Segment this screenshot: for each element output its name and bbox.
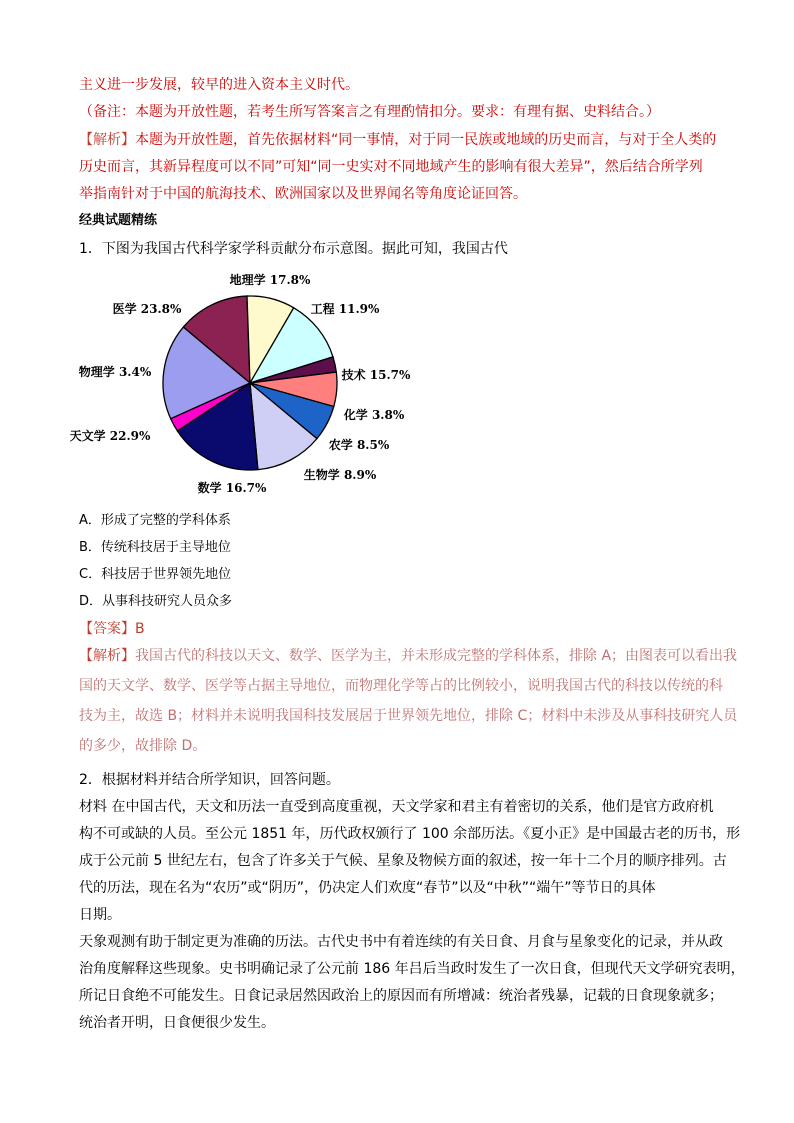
prev-analysis-line-3: 举指南针对于中国的航海技术、欧洲国家以及世界闻名等角度论证回答。 xyxy=(79,186,527,202)
analysis-text: 我国古代的科技以天文、数学、医学为主，并未形成完整的学科体系，排除 A；由图表可以看出我 xyxy=(135,648,738,664)
section-title: 经典试题精练 xyxy=(79,213,158,228)
q2-material2-line-2: 治角度解释这些现象。史书明确记录了公元前 186 年吕后当政时发生了一次日食，但现代天文学研究表明， xyxy=(79,961,745,977)
q2-material-line-1: 材料 在中国古代，天文和历法一直受到高度重视，天文学家和君主有着密切的关系，他们是官方政府机 xyxy=(79,799,714,815)
prev-answer-note: （备注：本题为开放性题，若考生所写答案言之有理酌情扣分。要求：有理有据、史料结合。） xyxy=(79,104,660,120)
q1-analysis-line-4: 的多少，故排除 D。 xyxy=(79,738,207,754)
pie-slice-label: 技术 15.7% xyxy=(341,368,411,382)
q1-answer xyxy=(79,619,145,639)
pie-slice-label: 天文学 22.9% xyxy=(70,429,151,443)
q1-stem: 1．下图为我国古代科学家学科贡献分布示意图。据此可知，我国古代 xyxy=(79,241,508,257)
q1-option-b: B．传统科技居于主导地位 xyxy=(79,540,231,555)
q1-option-c: C．科技居于世界领先地位 xyxy=(79,567,232,582)
answer-value: B xyxy=(135,621,145,637)
q1-analysis-line-3: 技为主，故选 B；材料并未说明我国科技发展居于世界领先地位，排除 C；材料中未涉及从事科技研究人员 xyxy=(79,708,738,724)
analysis-tag: 【解析】 xyxy=(79,648,135,664)
prev-answer-line: 主义进一步发展，较早的进入资本主义时代。 xyxy=(79,77,359,93)
analysis-tag: 【解析】 xyxy=(79,132,135,148)
pie-slice-label: 数学 16.7% xyxy=(197,481,267,495)
pie-slice-label: 生物学 8.9% xyxy=(303,468,377,482)
pie-slice-label: 医学 23.8% xyxy=(112,302,182,316)
q1-analysis-line-2: 国的天文学、数学、医学等占据主导地位，而物理化学等占的比例较小，说明我国古代的科技以传统的科 xyxy=(79,678,723,694)
pie-slice-label: 物理学 3.4% xyxy=(78,365,152,379)
q2-material2-line-1: 天象观测有助于制定更为准确的历法。古代史书中有着连续的有关日食、月食与星象变化的记录，并从政 xyxy=(79,934,723,950)
prev-analysis-line-1 xyxy=(79,130,716,150)
q2-material-line-4: 代的历法，现在名为“农历”或“阴历”，仍决定人们欢度“春节”以及“中秋”“端午”等节日的具体 xyxy=(79,880,656,896)
answer-tag: 【答案】 xyxy=(79,621,135,637)
q2-material-line-3: 成于公元前 5 世纪左右，包含了许多关于气候、星象及物候方面的叙述，按一年十二个月的顺序排列。古 xyxy=(79,853,727,869)
pie-chart xyxy=(70,262,430,502)
analysis-text: 本题为开放性题，首先依据材料“同一事情，对于同一民族或地域的历史而言，与对于全人类的 xyxy=(135,132,717,148)
pie-slice-label: 地理学 17.8% xyxy=(229,273,311,287)
q2-material-line-2: 构不可或缺的人员。至公元 1851 年，历代政权颁行了 100 余部历法。《夏小正》是中国最古老的历书，形 xyxy=(79,826,741,842)
q2-stem: 2．根据材料并结合所学知识，回答问题。 xyxy=(79,772,340,788)
q2-material2-line-4: 统治者开明，日食便很少发生。 xyxy=(79,1015,275,1031)
pie-slice-label: 工程 11.9% xyxy=(310,302,380,316)
q2-material-line-5: 日期。 xyxy=(79,907,121,923)
q1-option-d: D．从事科技研究人员众多 xyxy=(79,594,233,609)
q1-option-a: A．形成了完整的学科体系 xyxy=(79,513,231,528)
pie-slice-label: 化学 3.8% xyxy=(343,408,405,422)
prev-analysis-line-2: 历史而言，其新异程度可以不同”可知“同一史实对不同地域产生的影响有很大差异”，然后结合所学列 xyxy=(79,159,703,175)
q2-material2-line-3: 所记日食绝不可能发生。日食记录居然因政治上的原因而有所增减：统治者残暴，记载的日食现象就多； xyxy=(79,988,723,1004)
pie-slice-label: 农学 8.5% xyxy=(328,438,390,452)
q1-analysis-line-1 xyxy=(79,646,737,666)
